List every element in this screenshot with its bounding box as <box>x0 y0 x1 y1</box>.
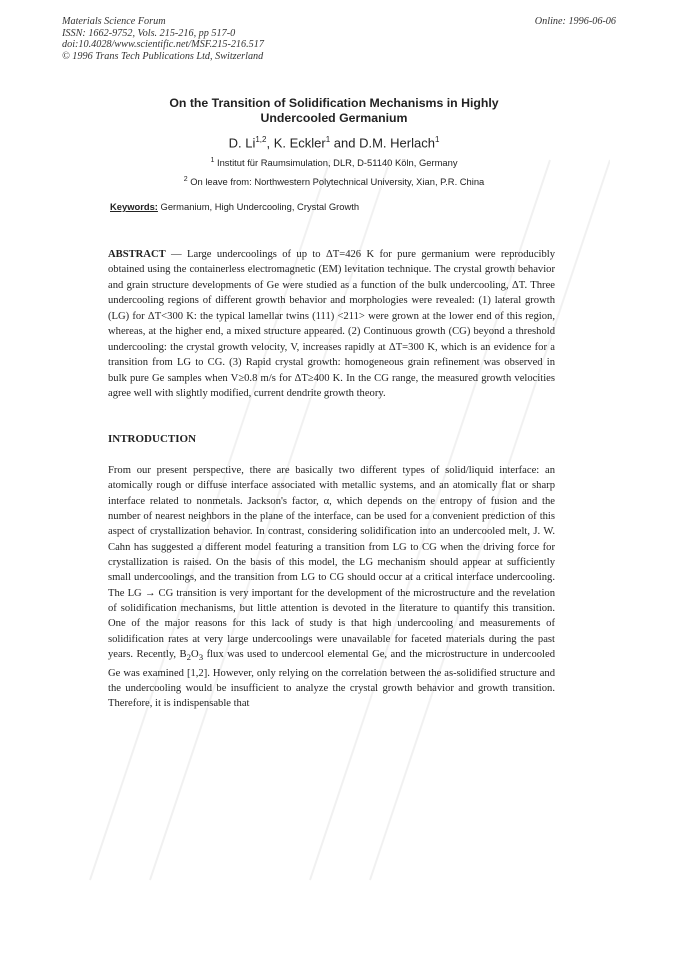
publication-info <box>62 16 264 62</box>
author-2-affil: 1 <box>325 135 331 144</box>
copyright-line: © 1996 Trans Tech Publications Ltd, Switzerland <box>62 50 264 62</box>
keywords-text: Germanium, High Undercooling, Crystal Growth <box>157 201 360 212</box>
doi-line[interactable]: doi:10.4028/www.scientific.net/MSF.215-216.517 <box>62 39 264 51</box>
formula-b: B <box>179 649 187 661</box>
author-1-affil: 1,2 <box>255 135 267 144</box>
issn-line: ISSN: 1662-9752, Vols. 215-216, pp 517-0 <box>62 27 236 39</box>
paper-title <box>110 96 558 126</box>
keywords <box>110 201 359 212</box>
intro-text-2: flux was used to undercool elemental Ge, and the microstructure in undercooled Ge was examined [1,2]. However, only relying on the correlation between the as-solidified structure and the undercooling would be insufficient to analyze the crystal growth behavior and growth transition. Therefore, it is indispensable that <box>108 649 555 710</box>
author-list <box>110 135 558 150</box>
author-1: D. Li <box>228 135 256 151</box>
title-line-2: Undercooled Germanium <box>260 111 408 125</box>
keywords-label: Keywords: <box>110 201 158 212</box>
formula-o-subscript: 3 <box>198 652 204 663</box>
abstract-text: — Large undercoolings of up to ΔT=426 K for pure germanium were reproducibly obtained using the containerless electromagnetic (EM) levitation technique. The crystal growth behavior and grain structure developments of Ge were studied as a function of the bulk undercooling, ΔT. Three undercooling regions of different growth behavior and morphologies were revealed: (1) lateral growth (LG) for ΔT<300 K: the typical lamellar twins (111) <211> were grown at the lower end of this region, whereas, at the higher end, a mixed structure appeared. (2) Continuous growth (CG) beyond a threshold undercooling: the crystal growth velocity, V, increases rapidly at ΔT=300 K, which is an evidence for a transition from LG to CG. (3) Rapid crystal growth: homogeneous grain refinement was observed in bulk pure Ge samples when V≥0.8 m/s for ΔT≥400 K. In the CG range, the measured growth velocities agree well with slightly modified, current dendrite growth theory. <box>108 249 555 400</box>
title-line-1: On the Transition of Solidification Mechanisms in Highly <box>169 96 499 110</box>
intro-text-1: From our present perspective, there are basically two different types of solid/liquid interface: an atomically rough or diffuse interface associated with metallic systems, and an atomically flat or sharp interface related to nonmetals. Jackson's factor, α, which depends on the entropy of fusion and the number of nearest neighbors in the plane of the interface, can be used for a convenient prediction of this aspect of crystallization behavior. In contrast, considering solidification into an undercooled melt, J. W. Cahn has suggested a different model featuring a transition from LG to CG when the driving force for crystallization is raised. On the basis of this model, the LG mechanism should appear at sufficiently small undercoolings, and the transition from LG to CG should occur at a critical interface undercooling. The LG → CG transition is very important for the development of the microstructure and the revelation of solidification mechanisms, but little attention is devoted in the literature to quantify this transition. One of the major reasons for this lack of study is that high undercooling and measurements of solidification rates at very large undercoolings were unavailable for faceted materials during the past years. Recently, <box>108 465 555 661</box>
introduction-paragraph <box>108 463 555 712</box>
formula-b-subscript: 2 <box>186 652 192 663</box>
abstract-label: ABSTRACT <box>108 249 166 260</box>
affiliation-2-mark: 2 <box>183 176 188 183</box>
introduction-heading: INTRODUCTION <box>108 433 197 445</box>
author-2: , K. Eckler <box>266 135 326 151</box>
journal-name: Materials Science Forum <box>62 16 166 27</box>
online-date: Online: 1996-06-06 <box>534 16 616 27</box>
affiliation-1 <box>110 157 558 168</box>
author-3: and D.M. Herlach <box>330 135 435 151</box>
abstract <box>108 247 555 402</box>
affiliation-2 <box>110 176 558 187</box>
affiliation-2-text: On leave from: Northwestern Polytechnical University, Xian, P.R. China <box>187 176 485 188</box>
formula-o: O <box>191 649 199 661</box>
author-3-affil: 1 <box>434 135 440 144</box>
affiliation-1-mark: 1 <box>210 157 215 164</box>
affiliation-1-text: Institut für Raumsimulation, DLR, D-51140 Köln, Germany <box>214 157 458 169</box>
